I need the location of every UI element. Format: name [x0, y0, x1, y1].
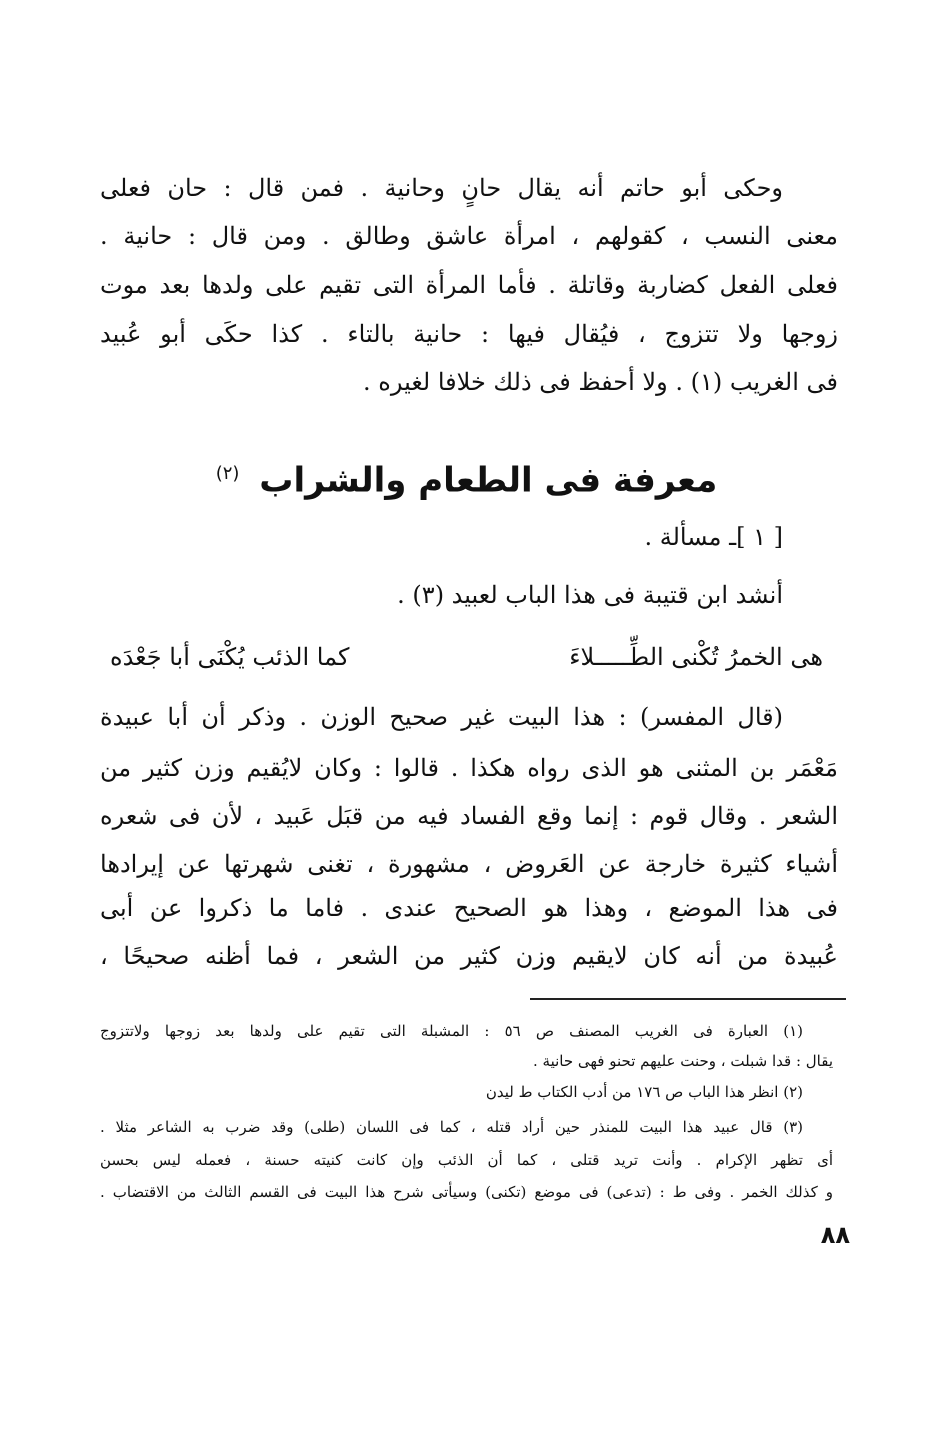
page-number: ٨٨ [820, 1221, 850, 1249]
body-line: فعلى الفعل كضاربة وقاتلة . فأما المرأة التى تقيم على ولدها بعد موت [100, 271, 838, 299]
verse [110, 637, 823, 677]
body-line: فى الغريب (١) . ولا أحفظ فى ذلك خلافا لغيره . [363, 368, 838, 396]
body-line: زوجها ولا تتزوج ، فيُقال فيها : حانية بالتاء . كذا حكَى أبو عُبيد [100, 320, 838, 348]
body-line: فى هذا الموضع ، وهذا هو الصحيح عندى . فاما ما ذكروا عن أبى [100, 894, 838, 922]
body-line: معنى النسب ، كقولهم ، امرأة عاشق وطالق . ومن قال : حانية . [100, 222, 838, 250]
intro-line: أنشد ابن قتيبة فى هذا الباب لعبيد (٣) . [397, 581, 783, 609]
footnote-separator [530, 998, 846, 1000]
body-line: الشعر . وقال قوم : إنما وقع الفساد فيه من قبَل عَبيد ، لأن فى شعره [100, 802, 838, 830]
body-line: مَعْمَر بن المثنى هو الذى رواه هكذا . قالوا : وكان لايُقيم وزن كثير من [100, 754, 838, 782]
body-line: عُبيدة من أنه كان لايقيم وزن كثير من الشعر ، فما أظنه صحيحًا ، [100, 942, 838, 970]
body-line: (قال المفسر) : هذا البيت غير صحيح الوزن . وذكر أن أبا عبيدة [100, 703, 783, 731]
section-heading [0, 452, 933, 502]
footnote-line: (٣) قال عبيد هذا البيت للمنذر حين أراد قتله ، كما فى اللسان (طلى) وقد ضرب به الشاعر مثلا . [100, 1118, 803, 1136]
verse-first-hemistich: هى الخمرُ تُكْنى الطِّـــــلاءَ [569, 643, 823, 671]
question-label: [ ١ ]ـ مسألة . [644, 523, 783, 551]
section-heading-text: معرفة فى الطعام والشراب [259, 460, 718, 501]
verse-second-hemistich: كما الذئب يُكْنَى أبا جَعْدَه [110, 643, 350, 671]
footnote-line: (٢) انظر هذا الباب ص ١٧٦ من أدب الكتاب ط ليدن [485, 1083, 803, 1101]
footnote-ref: (٢) [215, 463, 240, 484]
body-line: وحكى أبو حاتم أنه يقال حانٍ وحانية . فمن قال : حان فعلى [100, 174, 783, 202]
footnote-line: أى تظهر الإكرام . وأنت تريد قتلى ، كما أن الذئب وإن كانت كنيته حسنة ، فعمله ليس بحسن [100, 1151, 833, 1169]
footnote-line: (١) العبارة فى الغريب المصنف ص ٥٦ : المشبلة التى تقيم على ولدها بعد زوجها ولاتتزوج [100, 1022, 803, 1040]
body-line: أشياء كثيرة خارجة عن العَروض ، مشهورة ، تغنى شهرتها عن إيرادها [100, 850, 838, 878]
footnote-line: و كذلك الخمر . وفى ط : (تدعى) فى موضع (تكنى) وسيأتى شرح هذا البيت فى القسم الثالث من الاقتضاب . [100, 1183, 833, 1201]
footnote-line: يقال : قدا شبلت ، وحنت عليهم تحنو فهى حانية . [533, 1052, 833, 1070]
